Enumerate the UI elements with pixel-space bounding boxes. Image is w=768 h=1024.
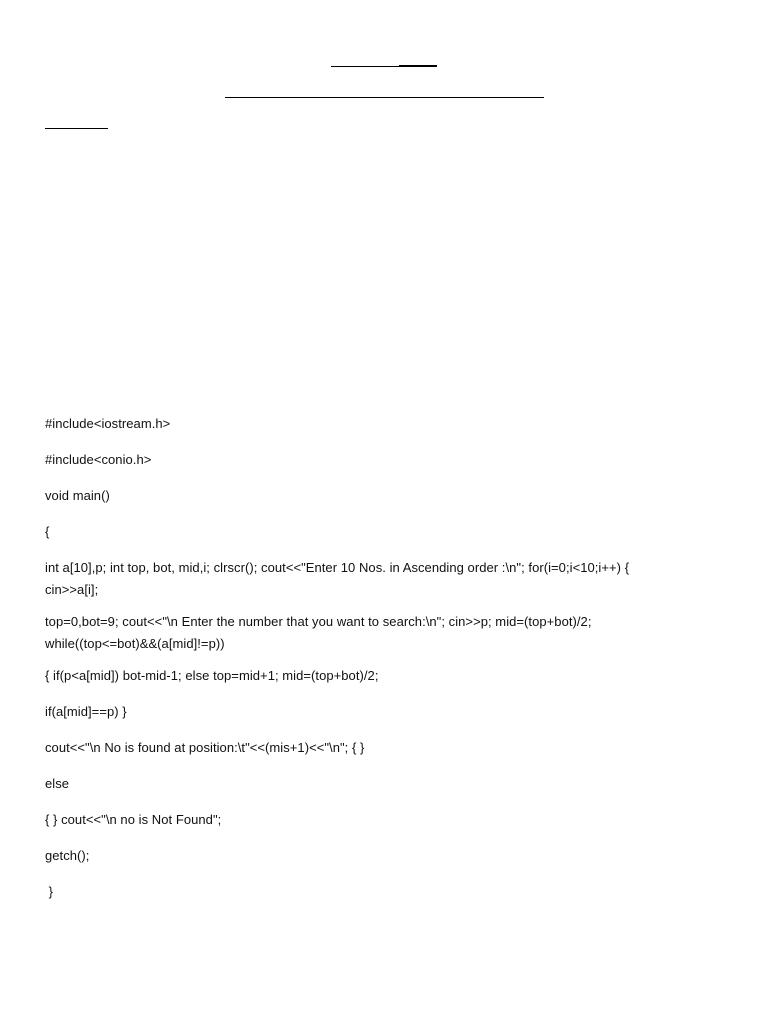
code-line-found-check: if(a[mid]==p) } — [45, 704, 127, 719]
code-line-search-setup: top=0,bot=9; cout<<"\n Enter the number that you want to search:\n"; cin>>p; mid=(top+bot)/2; while((top<=bot)&&(a[mid]!=p)) — [45, 614, 592, 651]
code-line-not-found-output: { } cout<<"\n no is Not Found"; — [45, 812, 222, 827]
code-listing — [45, 413, 725, 917]
title-underline-accent — [399, 65, 437, 67]
code-line-include-conio: #include<conio.h> — [45, 452, 152, 467]
code-line-main-signature: void main() — [45, 488, 110, 503]
code-line-close-brace: } — [45, 884, 54, 899]
code-line-else: else — [45, 776, 70, 791]
code-line-found-output: cout<<"\n No is found at position:\t"<<(mis+1)<<"\n"; { } — [45, 740, 365, 755]
code-line-loop-body: { if(p<a[mid]) bot-mid-1; else top=mid+1; mid=(top+bot)/2; — [45, 668, 379, 683]
code-line-declarations-input: int a[10],p; int top, bot, mid,i; clrscr(); cout<<"Enter 10 Nos. in Ascending order :\n"; for(i=0;i<10;i++) { cin>>a[i]; — [45, 560, 630, 597]
code-line-getch: getch(); — [45, 848, 90, 863]
subtitle-underline — [225, 97, 544, 98]
heading-underline — [45, 128, 108, 129]
code-line-open-brace: { — [45, 524, 50, 539]
code-line-include-iostream: #include<iostream.h> — [45, 416, 171, 431]
